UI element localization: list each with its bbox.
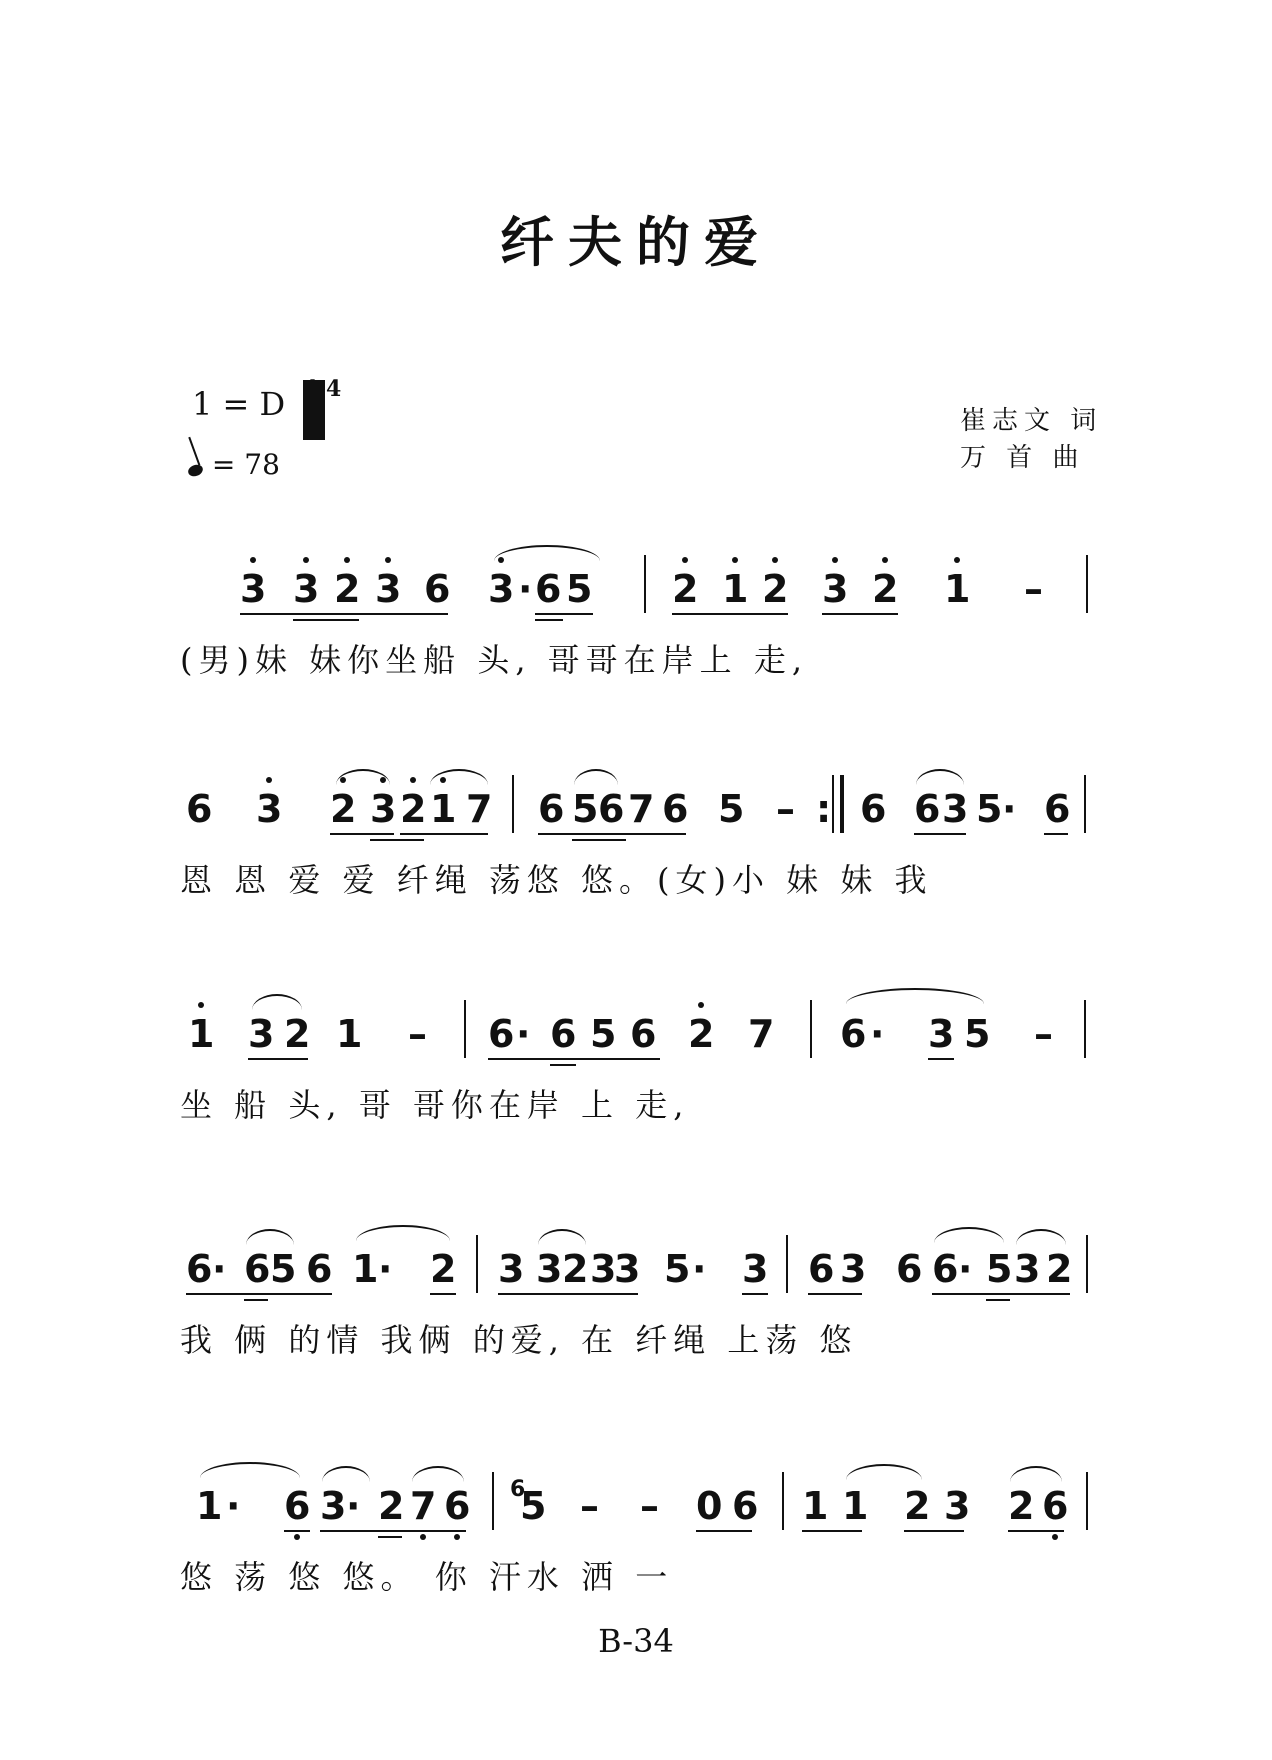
tempo-marking [188, 448, 280, 481]
notation-row: 3 3 2 3 6 3 · 6 5 2 1 2 3 2 1 – [0, 555, 1272, 625]
page-number: B-34 [598, 1622, 674, 1660]
lyrics-row: 坐 船 头, 哥 哥你在岸 上 走, [180, 1086, 690, 1124]
quarter-note-icon [187, 463, 205, 478]
notation-row: 6 · 6 5 6 1 · 2 3 3 2 3 3 5 · 3 6 3 6 6 · 5 3 2 [0, 1235, 1272, 1305]
lyrics-row: (男)妹 妹你坐船 头, 哥哥在岸上 走, [180, 641, 809, 679]
lyrics-row: 悠 荡 悠 悠。 你 汗水 洒 一 [180, 1558, 674, 1596]
notation-row: 1 3 2 1 – 6 · 6 5 6 2 7 6 · 3 5 – [0, 1000, 1272, 1070]
tempo-value: = 78 [211, 448, 280, 481]
key-signature: 1 = D [192, 385, 286, 423]
composer-credit: 万 首 曲 [960, 443, 1085, 473]
time-signature [303, 378, 341, 400]
song-title: 纤夫的爱 [500, 211, 772, 274]
notation-row: 6 3 2 3 2 1 7 6 5 6 7 6 5 – : 6 6 3 5 · 6 [0, 775, 1272, 845]
notation-row: 1 · 6 3 · 2 7 6 6 5 – – 0 6 1 1 2 3 2 6 [0, 1472, 1272, 1542]
lyrics-row: 我 俩 的情 我俩 的爱, 在 纤绳 上荡 悠 [180, 1321, 858, 1359]
lyrics-row: 恩 恩 爱 爱 纤绳 荡悠 悠。(女)小 妹 妹 我 [180, 861, 933, 899]
meter-bottom: 4 [325, 376, 342, 402]
lyricist-credit: 崔志文 词 [960, 406, 1103, 436]
